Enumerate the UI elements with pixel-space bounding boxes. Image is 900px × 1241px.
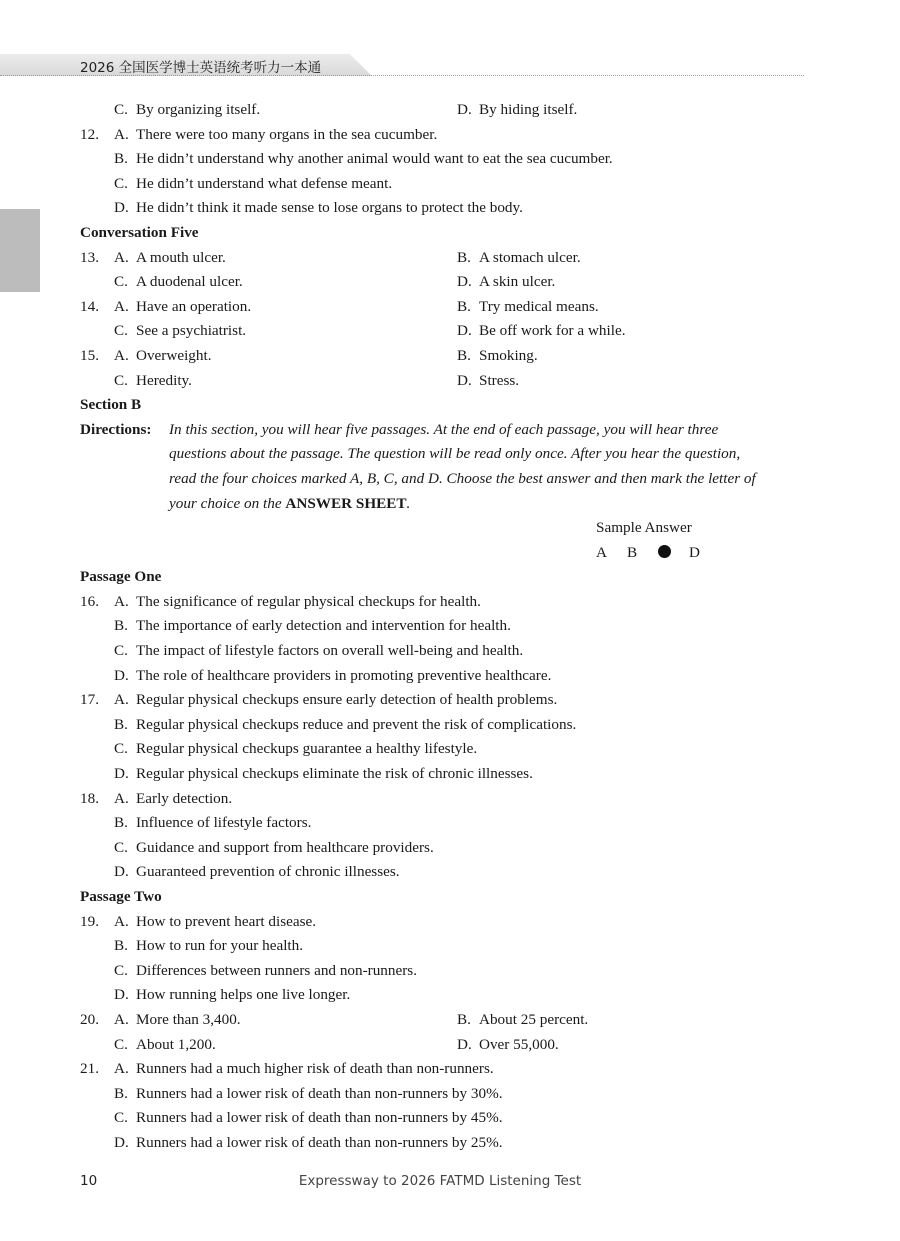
question-12-option-b bbox=[80, 147, 820, 172]
question-20-options-ab bbox=[80, 1008, 820, 1033]
option-d: D. Be off work for a while. bbox=[457, 322, 626, 340]
option-b: B. He didn’t understand why another animal would want to eat the sea cucumber. bbox=[114, 150, 613, 168]
question-17-option-a bbox=[80, 688, 820, 713]
option-c: C. He didn’t understand what defense meant. bbox=[114, 174, 393, 192]
option-a: A. Have an operation. bbox=[114, 297, 252, 315]
question-21-option-c bbox=[80, 1106, 820, 1131]
conversation-five-heading: Conversation Five bbox=[80, 223, 199, 241]
question-12-option-a bbox=[80, 123, 820, 148]
page-content bbox=[80, 98, 820, 1156]
option-a: A. A mouth ulcer. bbox=[114, 248, 226, 266]
directions-text: your choice on the ANSWER SHEET. bbox=[169, 494, 411, 512]
sample-choice-a: A bbox=[596, 543, 607, 561]
option-b: B. About 25 percent. bbox=[457, 1010, 589, 1028]
question-number: 16. bbox=[80, 592, 99, 610]
directions-label: Directions: bbox=[80, 420, 152, 438]
question-16-option-c bbox=[80, 639, 820, 664]
option-b: B. How to run for your health. bbox=[114, 937, 304, 955]
question-19-option-c bbox=[80, 959, 820, 984]
question-16-option-d bbox=[80, 664, 820, 689]
option-d: D. By hiding itself. bbox=[457, 101, 578, 118]
header-divider bbox=[0, 75, 804, 76]
option-c: C. The impact of lifestyle factors on overall well-being and health. bbox=[114, 642, 524, 660]
passage-two-heading: Passage Two bbox=[80, 888, 162, 905]
option-c: C. Regular physical checkups guarantee a healthy lifestyle. bbox=[114, 740, 478, 758]
option-d: D. A skin ulcer. bbox=[457, 273, 556, 291]
option-b: B. Runners had a lower risk of death than non-runners by 30%. bbox=[114, 1084, 503, 1102]
option-a: A. Early detection. bbox=[114, 789, 233, 807]
option-c: C. Differences between runners and non-runners. bbox=[114, 961, 417, 979]
directions-text: questions about the passage. The question will be read only once. After you hear the question, bbox=[169, 445, 741, 463]
option-b: B. Influence of lifestyle factors. bbox=[114, 814, 312, 832]
question-19-option-d bbox=[80, 983, 820, 1008]
option-c: C. A duodenal ulcer. bbox=[114, 273, 243, 291]
question-18-option-d bbox=[80, 860, 820, 885]
option-b: B. The importance of early detection and intervention for health. bbox=[114, 617, 511, 635]
question-19-option-a bbox=[80, 910, 820, 935]
question-17-option-b bbox=[80, 713, 820, 738]
directions-line-2 bbox=[80, 442, 820, 467]
passage-one-heading: Passage One bbox=[80, 568, 162, 586]
question-13-options-cd bbox=[80, 270, 820, 295]
sample-answer-choices bbox=[80, 541, 820, 566]
question-18-option-c bbox=[80, 836, 820, 861]
option-a: A. Overweight. bbox=[114, 346, 212, 364]
answer-sheet-emphasis: ANSWER SHEET bbox=[285, 494, 407, 512]
directions-text: read the four choices marked A, B, C, and D. Choose the best answer and then mark the letter of bbox=[169, 469, 756, 487]
question-17-option-d bbox=[80, 762, 820, 787]
question-number: 12. bbox=[80, 125, 99, 143]
question-12-option-d bbox=[80, 196, 820, 221]
footer-book-title: Expressway to 2026 FATMD Listening Test bbox=[298, 1173, 582, 1189]
option-a: A. There were too many organs in the sea cucumber. bbox=[114, 125, 438, 143]
question-number: 20. bbox=[80, 1010, 99, 1028]
option-c: C. Runners had a lower risk of death than non-runners by 45%. bbox=[114, 1109, 503, 1127]
question-17-option-c bbox=[80, 737, 820, 762]
option-a: A. Regular physical checkups ensure early detection of health problems. bbox=[114, 691, 558, 709]
option-c: C. See a psychiatrist. bbox=[114, 322, 247, 340]
option-a: A. More than 3,400. bbox=[114, 1010, 241, 1028]
option-d: D. Runners had a lower risk of death than non-runners by 25%. bbox=[114, 1133, 503, 1151]
question-number: 14. bbox=[80, 297, 99, 315]
option-d: D. Over 55,000. bbox=[457, 1035, 559, 1053]
question-15-options-cd bbox=[80, 369, 820, 394]
directions-text: In this section, you will hear five passages. At the end of each passage, you will hear three bbox=[169, 420, 719, 438]
option-b: B. A stomach ulcer. bbox=[457, 248, 581, 266]
side-thumb-tab bbox=[0, 209, 40, 292]
question-number: 17. bbox=[80, 691, 99, 709]
question-18-option-a bbox=[80, 787, 820, 812]
directions-line-4 bbox=[80, 492, 820, 517]
running-header-title: 2026 全国医学博士英语统考听力一本通 bbox=[80, 60, 322, 76]
question-19-option-b bbox=[80, 934, 820, 959]
option-c: C. Guidance and support from healthcare providers. bbox=[114, 838, 434, 856]
question-16-option-a bbox=[80, 590, 820, 615]
option-d: D. The role of healthcare providers in promoting preventive healthcare. bbox=[114, 666, 552, 684]
question-21-option-a bbox=[80, 1057, 820, 1082]
option-c: C. About 1,200. bbox=[114, 1035, 216, 1053]
question-14-options-cd bbox=[80, 319, 820, 344]
page-number: 10 bbox=[80, 1173, 98, 1189]
question-number: 13. bbox=[80, 248, 99, 266]
option-d: D. How running helps one live longer. bbox=[114, 986, 351, 1004]
directions-line-3 bbox=[80, 467, 820, 492]
option-a: A. The significance of regular physical checkups for health. bbox=[114, 592, 481, 610]
question-number: 19. bbox=[80, 912, 99, 930]
question-15-options-ab bbox=[80, 344, 820, 369]
option-d: D. He didn’t think it made sense to lose organs to protect the body. bbox=[114, 199, 523, 217]
option-c: C. Heredity. bbox=[114, 371, 192, 389]
option-b: B. Smoking. bbox=[457, 346, 538, 364]
question-13-options-ab bbox=[80, 246, 820, 271]
sample-answer-choice-row bbox=[596, 541, 720, 566]
question-20-options-cd bbox=[80, 1033, 820, 1058]
question-18-option-b bbox=[80, 811, 820, 836]
option-b: B. Try medical means. bbox=[457, 297, 599, 315]
question-number: 18. bbox=[80, 789, 99, 807]
sample-choice-b: B bbox=[627, 543, 638, 561]
question-21-option-b bbox=[80, 1082, 820, 1107]
section-b-heading: Section B bbox=[80, 396, 142, 414]
option-a: A. Runners had a much higher risk of death than non-runners. bbox=[114, 1060, 494, 1078]
option-c: C. By organizing itself. bbox=[114, 101, 261, 118]
sample-answer-label: Sample Answer bbox=[596, 519, 692, 537]
question-number: 15. bbox=[80, 346, 99, 364]
question-number: 21. bbox=[80, 1060, 99, 1078]
question-16-option-b bbox=[80, 614, 820, 639]
question-21-option-d bbox=[80, 1131, 820, 1156]
option-d: D. Stress. bbox=[457, 371, 520, 389]
option-d: D. Guaranteed prevention of chronic illnesses. bbox=[114, 863, 400, 881]
sample-choice-d: D bbox=[689, 543, 700, 561]
option-a: A. How to prevent heart disease. bbox=[114, 912, 317, 930]
question-11-options-cd bbox=[80, 98, 820, 123]
question-12-option-c bbox=[80, 172, 820, 197]
sample-choice-c-filled-dot-icon bbox=[658, 541, 689, 566]
directions-line-1 bbox=[80, 418, 820, 443]
question-14-options-ab bbox=[80, 295, 820, 320]
sample-answer-label-row bbox=[80, 516, 820, 541]
option-b: B. Regular physical checkups reduce and prevent the risk of complications. bbox=[114, 715, 577, 733]
option-d: D. Regular physical checkups eliminate the risk of chronic illnesses. bbox=[114, 765, 533, 783]
